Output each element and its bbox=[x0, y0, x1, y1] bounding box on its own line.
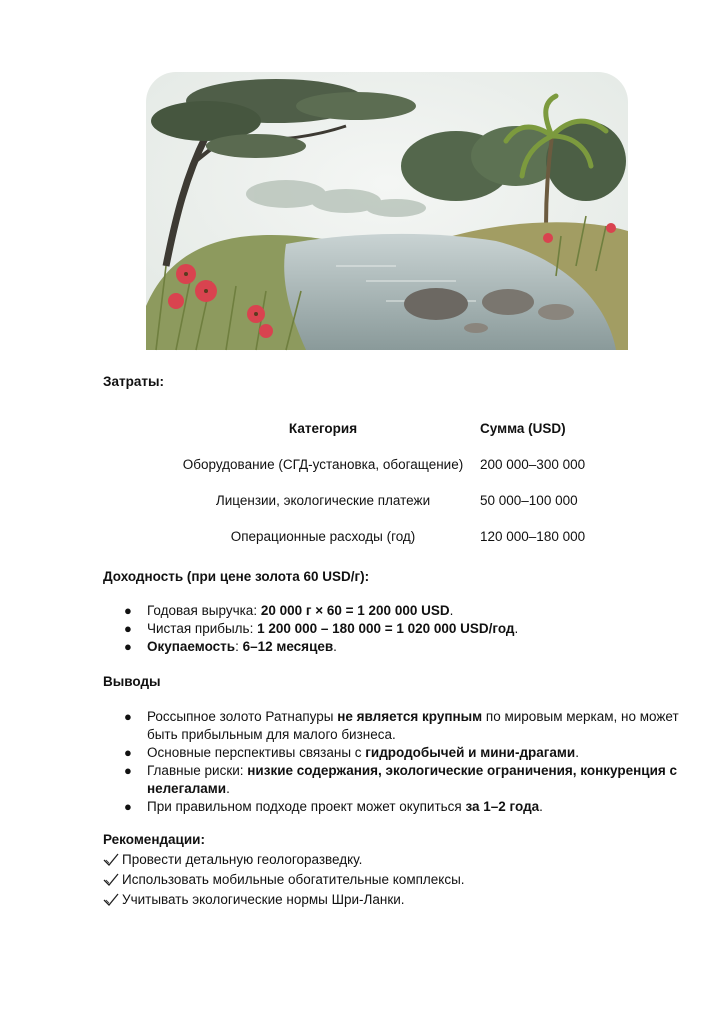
profit-list bbox=[103, 602, 683, 656]
list-item: ● Чистая прибыль: 1 200 000 – 180 000 = 1 020 000 USD/год. bbox=[124, 621, 519, 636]
table-row bbox=[176, 518, 610, 554]
recommendations-heading: Рекомендации: bbox=[103, 832, 205, 847]
cell-category: Оборудование (СГД-установка, обогащение) bbox=[182, 456, 464, 472]
list-item: ● Годовая выручка: 20 000 г × 60 = 1 200 000 USD. bbox=[124, 603, 454, 618]
cell-category: Операционные расходы (год) bbox=[230, 528, 416, 544]
list-item: ● Главные риски: низкие содержания, экологические ограничения, конкуренция с нелегалами. bbox=[124, 763, 678, 796]
list-item: ● Окупаемость: 6–12 месяцев. bbox=[124, 639, 337, 654]
column-header-amount: Сумма (USD) bbox=[480, 420, 566, 436]
column-header-category: Категория bbox=[288, 420, 358, 436]
table-row bbox=[176, 482, 610, 518]
bullet-icon: ● bbox=[124, 799, 132, 814]
bullet-icon: ● bbox=[124, 639, 132, 654]
costs-heading: Затраты: bbox=[103, 374, 164, 389]
bullet-icon: ● bbox=[124, 603, 132, 618]
cell-amount: 50 000–100 000 bbox=[480, 492, 578, 508]
conclusions-list bbox=[103, 708, 683, 816]
cell-amount: 120 000–180 000 bbox=[480, 528, 586, 544]
bullet-icon: ● bbox=[124, 763, 132, 778]
bullet-icon: ● bbox=[124, 709, 132, 724]
list-item: ● Основные перспективы связаны с гидродобычей и мини-драгами. bbox=[124, 745, 579, 760]
table-header-row bbox=[176, 410, 610, 446]
conclusions-heading: Выводы bbox=[103, 674, 161, 689]
list-item: Провести детальную геологоразведку. bbox=[103, 850, 465, 870]
list-item: ● Россыпное золото Ратнапуры не является крупным по мировым меркам, но может быть прибыльным для малого бизнеса. bbox=[124, 709, 679, 742]
checkmark-icon bbox=[103, 853, 119, 867]
river-landscape-illustration bbox=[136, 66, 636, 356]
bullet-icon: ● bbox=[124, 621, 132, 636]
costs-table bbox=[176, 410, 610, 554]
checkmark-icon bbox=[103, 873, 119, 887]
cell-amount: 200 000–300 000 bbox=[480, 456, 586, 472]
list-item: ● При правильном подходе проект может окупиться за 1–2 года. bbox=[124, 799, 543, 814]
profit-heading: Доходность (при цене золота 60 USD/г): bbox=[103, 569, 370, 584]
checkmark-icon bbox=[103, 893, 119, 907]
list-item: Использовать мобильные обогатительные комплексы. bbox=[103, 870, 465, 890]
recommendations-list bbox=[103, 850, 465, 910]
list-item: Учитывать экологические нормы Шри-Ланки. bbox=[103, 890, 465, 910]
cell-category: Лицензии, экологические платежи bbox=[215, 492, 431, 508]
table-row bbox=[176, 446, 610, 482]
bullet-icon: ● bbox=[124, 745, 132, 760]
